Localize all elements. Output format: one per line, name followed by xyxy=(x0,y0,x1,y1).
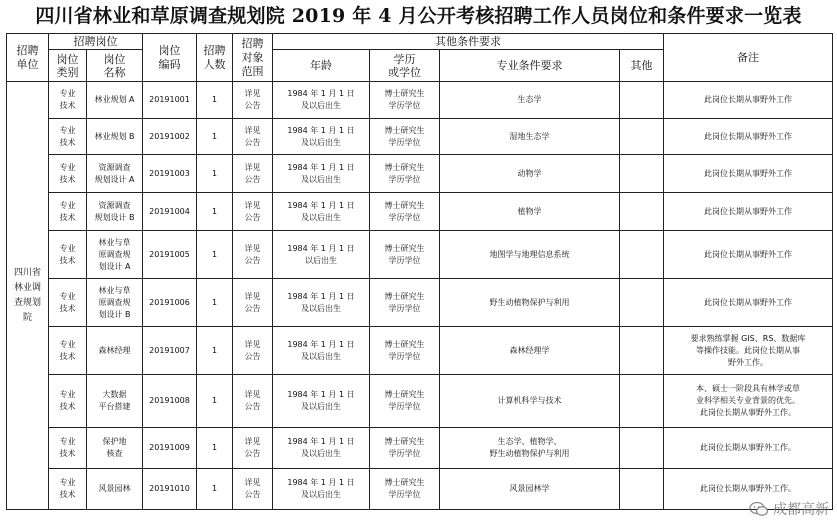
table-row xyxy=(7,119,833,155)
cell-major: 地图学与地理信息系统 xyxy=(440,231,620,279)
cell-scope: 详见 公告 xyxy=(233,327,273,375)
cell-education: 博士研究生 学历学位 xyxy=(370,231,440,279)
table-row xyxy=(7,375,833,428)
cell-other xyxy=(620,119,664,155)
cell-other xyxy=(620,82,664,119)
cell-major: 动物学 xyxy=(440,155,620,193)
cell-scope: 详见 公告 xyxy=(233,193,273,231)
cell-position-name: 林业与草 原调查规 划设计 B xyxy=(87,279,143,327)
cell-education: 博士研究生 学历学位 xyxy=(370,155,440,193)
header-other: 其他 xyxy=(620,50,664,82)
cell-code: 20191009 xyxy=(143,428,197,469)
table-row xyxy=(7,469,833,510)
table-row xyxy=(7,428,833,469)
cell-other xyxy=(620,231,664,279)
cell-category: 专业 技术 xyxy=(49,428,87,469)
cell-count: 1 xyxy=(197,82,233,119)
cell-other xyxy=(620,375,664,428)
cell-count: 1 xyxy=(197,193,233,231)
cell-category: 专业 技术 xyxy=(49,469,87,510)
cell-other xyxy=(620,155,664,193)
document-title: 四川省林业和草原调查规划院 2019 年 4 月公开考核招聘工作人员岗位和条件要求一览表 xyxy=(35,5,802,27)
cell-age: 1984 年 1 月 1 日 及以后出生 xyxy=(273,82,370,119)
header-count: 招聘 人数 xyxy=(197,34,233,82)
cell-scope: 详见 公告 xyxy=(233,279,273,327)
cell-position-name: 大数据 平台搭建 xyxy=(87,375,143,428)
cell-category: 专业 技术 xyxy=(49,327,87,375)
table-row xyxy=(7,327,833,375)
cell-code: 20191005 xyxy=(143,231,197,279)
cell-position-name: 资源调查 规划设计 B xyxy=(87,193,143,231)
header-age: 年龄 xyxy=(273,50,370,82)
cell-scope: 详见 公告 xyxy=(233,155,273,193)
cell-major: 风景园林学 xyxy=(440,469,620,510)
cell-count: 1 xyxy=(197,327,233,375)
cell-position-name: 林业与草 原调查规 划设计 A xyxy=(87,231,143,279)
cell-count: 1 xyxy=(197,428,233,469)
cell-code: 20191007 xyxy=(143,327,197,375)
cell-major: 湿地生态学 xyxy=(440,119,620,155)
cell-count: 1 xyxy=(197,155,233,193)
table-row xyxy=(7,231,833,279)
cell-scope: 详见 公告 xyxy=(233,469,273,510)
cell-unit: 四川省 林业调 查规划 院 xyxy=(7,82,49,510)
cell-count: 1 xyxy=(197,375,233,428)
cell-remark: 此岗位长期从事野外工作。 xyxy=(664,428,833,469)
cell-category: 专业 技术 xyxy=(49,155,87,193)
cell-position-name: 资源调查 规划设计 A xyxy=(87,155,143,193)
cell-position-name: 风景园林 xyxy=(87,469,143,510)
cell-remark: 此岗位长期从事野外工作 xyxy=(664,155,833,193)
cell-remark: 此岗位长期从事野外工作 xyxy=(664,193,833,231)
cell-code: 20191002 xyxy=(143,119,197,155)
cell-category: 专业 技术 xyxy=(49,375,87,428)
cell-category: 专业 技术 xyxy=(49,119,87,155)
cell-education: 博士研究生 学历学位 xyxy=(370,375,440,428)
cell-major: 计算机科学与技术 xyxy=(440,375,620,428)
cell-code: 20191003 xyxy=(143,155,197,193)
cell-code: 20191001 xyxy=(143,82,197,119)
cell-category: 专业 技术 xyxy=(49,279,87,327)
cell-remark: 此岗位长期从事野外工作 xyxy=(664,279,833,327)
cell-category: 专业 技术 xyxy=(49,231,87,279)
cell-scope: 详见 公告 xyxy=(233,428,273,469)
header-unit: 招聘 单位 xyxy=(7,34,49,82)
cell-code: 20191008 xyxy=(143,375,197,428)
cell-education: 博士研究生 学历学位 xyxy=(370,82,440,119)
cell-count: 1 xyxy=(197,279,233,327)
header-remarks: 备注 xyxy=(664,34,833,82)
header-position-group: 招聘岗位 xyxy=(49,34,143,50)
cell-count: 1 xyxy=(197,231,233,279)
cell-education: 博士研究生 学历学位 xyxy=(370,469,440,510)
cell-age: 1984 年 1 月 1 日 及以后出生 xyxy=(273,327,370,375)
cell-age: 1984 年 1 月 1 日 及以后出生 xyxy=(273,193,370,231)
cell-major: 野生动植物保护与利用 xyxy=(440,279,620,327)
cell-age: 1984 年 1 月 1 日 及以后出生 xyxy=(273,428,370,469)
cell-position-name: 林业规划 A xyxy=(87,82,143,119)
cell-scope: 详见 公告 xyxy=(233,231,273,279)
table-row xyxy=(7,82,833,119)
table-body xyxy=(7,82,833,510)
cell-remark: 本、硕士一阶段具有林学或草 业科学相关专业背景的优先。 此岗位长期从事野外工作。 xyxy=(664,375,833,428)
cell-code: 20191010 xyxy=(143,469,197,510)
cell-category: 专业 技术 xyxy=(49,193,87,231)
wechat-icon xyxy=(749,501,769,517)
cell-education: 博士研究生 学历学位 xyxy=(370,428,440,469)
cell-age: 1984 年 1 月 1 日 以后出生 xyxy=(273,231,370,279)
cell-position-name: 林业规划 B xyxy=(87,119,143,155)
cell-age: 1984 年 1 月 1 日 及以后出生 xyxy=(273,155,370,193)
header-code: 岗位 编码 xyxy=(143,34,197,82)
header-scope: 招聘 对象 范围 xyxy=(233,34,273,82)
cell-code: 20191004 xyxy=(143,193,197,231)
cell-education: 博士研究生 学历学位 xyxy=(370,119,440,155)
header-other-conditions: 其他条件要求 xyxy=(273,34,664,50)
cell-other xyxy=(620,327,664,375)
header-major: 专业条件要求 xyxy=(440,50,620,82)
cell-scope: 详见 公告 xyxy=(233,119,273,155)
cell-remark: 此岗位长期从事野外工作 xyxy=(664,82,833,119)
cell-scope: 详见 公告 xyxy=(233,375,273,428)
cell-remark: 此岗位长期从事野外工作 xyxy=(664,231,833,279)
cell-age: 1984 年 1 月 1 日 及以后出生 xyxy=(273,375,370,428)
cell-other xyxy=(620,193,664,231)
positions-table xyxy=(6,33,833,510)
cell-age: 1984 年 1 月 1 日 及以后出生 xyxy=(273,279,370,327)
cell-remark: 此岗位长期从事野外工作。 xyxy=(664,469,833,510)
header-education: 学历 或学位 xyxy=(370,50,440,82)
table-row xyxy=(7,193,833,231)
cell-major: 植物学 xyxy=(440,193,620,231)
header-category: 岗位 类别 xyxy=(49,50,87,82)
cell-remark: 此岗位长期从事野外工作 xyxy=(664,119,833,155)
cell-major: 生态学、植物学、 野生动植物保护与利用 xyxy=(440,428,620,469)
cell-age: 1984 年 1 月 1 日 及以后出生 xyxy=(273,469,370,510)
cell-major: 生态学 xyxy=(440,82,620,119)
cell-other xyxy=(620,279,664,327)
cell-count: 1 xyxy=(197,119,233,155)
header-position-name: 岗位 名称 xyxy=(87,50,143,82)
cell-education: 博士研究生 学历学位 xyxy=(370,279,440,327)
cell-position-name: 森林经理 xyxy=(87,327,143,375)
cell-education: 博士研究生 学历学位 xyxy=(370,193,440,231)
cell-education: 博士研究生 学历学位 xyxy=(370,327,440,375)
cell-major: 森林经理学 xyxy=(440,327,620,375)
cell-category: 专业 技术 xyxy=(49,82,87,119)
cell-remark: 要求熟练掌握 GIS、RS、数据库 等操作技能。此岗位长期从事 野外工作。 xyxy=(664,327,833,375)
cell-other xyxy=(620,428,664,469)
cell-count: 1 xyxy=(197,469,233,510)
table-row xyxy=(7,155,833,193)
cell-scope: 详见 公告 xyxy=(233,82,273,119)
watermark xyxy=(749,499,829,519)
cell-position-name: 保护地 核查 xyxy=(87,428,143,469)
cell-age: 1984 年 1 月 1 日 及以后出生 xyxy=(273,119,370,155)
cell-code: 20191006 xyxy=(143,279,197,327)
table-row xyxy=(7,279,833,327)
cell-other xyxy=(620,469,664,510)
watermark-text: 成都高新 xyxy=(773,502,829,518)
